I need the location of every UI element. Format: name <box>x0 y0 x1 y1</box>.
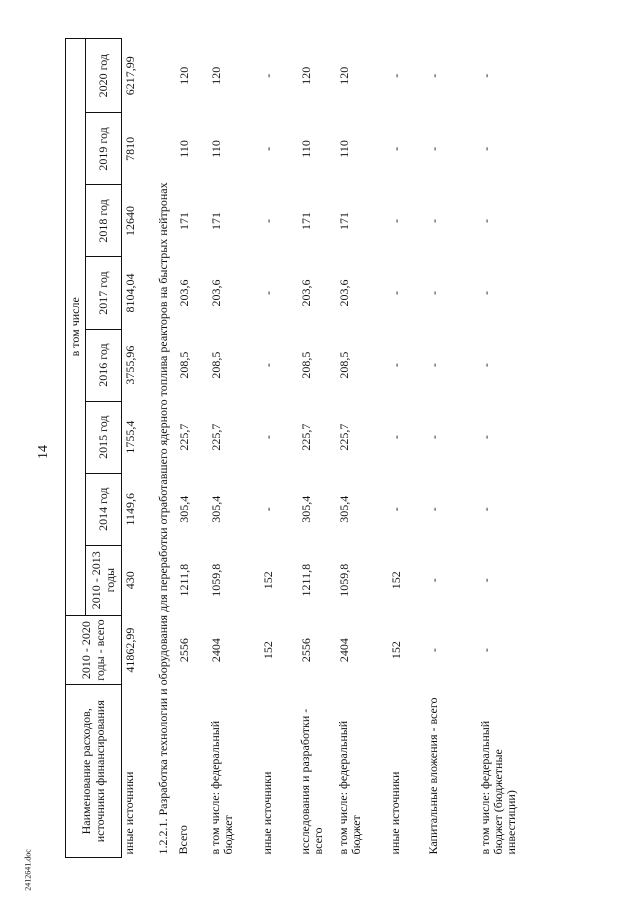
row-label: в том числе: федеральный бюджет <box>335 720 363 855</box>
cell: 225,7 <box>208 423 223 451</box>
table-row <box>426 39 478 858</box>
cell: - <box>478 435 493 440</box>
cell: 1149,6 <box>123 492 137 526</box>
cell: - <box>478 507 493 512</box>
cell: 225,7 <box>298 423 313 451</box>
financing-table <box>65 38 536 858</box>
cell: 171 <box>298 211 313 230</box>
cell: 120 <box>176 66 191 85</box>
cell: 7810 <box>123 136 137 161</box>
cell: 305,4 <box>336 495 351 523</box>
cell: 305,4 <box>208 495 223 523</box>
table-row <box>260 39 298 858</box>
cell: - <box>260 507 275 512</box>
header-total: 2010 - 2020 годы - всего <box>66 615 122 685</box>
cell: 430 <box>123 571 137 590</box>
cell: - <box>260 146 275 151</box>
cell: 225,7 <box>336 423 351 451</box>
cell: - <box>388 435 403 440</box>
cell: 305,4 <box>298 495 313 523</box>
cell: 208,5 <box>336 351 351 379</box>
cell: 2556 <box>176 638 191 663</box>
cell: - <box>388 291 403 296</box>
footer-filename: 2412641.doc <box>23 849 33 891</box>
cell: - <box>478 363 493 368</box>
cell: 208,5 <box>208 351 223 379</box>
table-section-row <box>154 39 176 858</box>
cell: 152 <box>260 641 275 660</box>
cell: - <box>260 291 275 296</box>
cell: 120 <box>298 66 313 85</box>
cell: - <box>388 73 403 78</box>
cell: 1755,4 <box>123 420 137 454</box>
cell: 2404 <box>336 638 351 663</box>
cell: 1211,8 <box>176 563 191 597</box>
cell: 6217,99 <box>123 56 137 96</box>
cell: - <box>426 146 441 151</box>
header-year: 2017 год <box>86 257 122 329</box>
cell: - <box>388 218 403 223</box>
cell: - <box>478 73 493 78</box>
cell: 110 <box>298 140 313 158</box>
cell: 203,6 <box>208 279 223 307</box>
cell: 110 <box>208 140 223 158</box>
section-title: 1.2.2.1. Разработка технологии и оборудования для переработки отработавшего ядерного топлива реакторов на быстрых нейтронах <box>155 182 170 855</box>
cell: - <box>260 73 275 78</box>
cell: 171 <box>208 211 223 230</box>
cell: 203,6 <box>336 279 351 307</box>
row-label: исследования и разработки - всего <box>297 708 325 855</box>
header-year: 2018 год <box>86 185 122 257</box>
cell: 225,7 <box>176 423 191 451</box>
cell: 1059,8 <box>336 563 351 597</box>
header-in-that: в том числе <box>66 39 86 616</box>
cell: 1059,8 <box>208 563 223 597</box>
cell: - <box>478 291 493 296</box>
cell: - <box>260 363 275 368</box>
header-year: 2019 год <box>86 113 122 185</box>
table-body <box>122 39 536 858</box>
cell: - <box>426 218 441 223</box>
table-row <box>336 39 388 858</box>
cell: 152 <box>388 641 403 660</box>
cell: - <box>478 578 493 583</box>
cell: 110 <box>336 140 351 158</box>
rotated-page <box>65 38 565 858</box>
cell: 3755,96 <box>123 345 137 385</box>
cell: - <box>426 648 441 653</box>
cell: - <box>426 435 441 440</box>
cell: - <box>478 218 493 223</box>
cell: - <box>426 363 441 368</box>
cell: 152 <box>260 571 275 590</box>
cell: - <box>426 291 441 296</box>
row-label: иные источники <box>122 771 136 855</box>
header-year: 2015 год <box>86 401 122 473</box>
cell: 208,5 <box>298 351 313 379</box>
table-header <box>66 39 122 858</box>
row-label: иные источники <box>259 771 274 855</box>
cell: 12640 <box>123 205 137 236</box>
cell: - <box>388 146 403 151</box>
table-row <box>298 39 336 858</box>
table-row <box>176 39 208 858</box>
table-row <box>208 39 260 858</box>
cell: 203,6 <box>298 279 313 307</box>
row-label: Всего <box>175 825 190 855</box>
cell: - <box>260 218 275 223</box>
cell: 110 <box>176 140 191 158</box>
table-row <box>478 39 536 858</box>
cell: - <box>388 507 403 512</box>
cell: 203,6 <box>176 279 191 307</box>
header-year: 2020 год <box>86 39 122 113</box>
cell: 171 <box>336 211 351 230</box>
cell: 120 <box>336 66 351 85</box>
header-year: 2016 год <box>86 329 122 401</box>
cell: 8104,04 <box>123 273 137 313</box>
cell: 2404 <box>208 638 223 663</box>
cell: - <box>426 578 441 583</box>
header-year: 2014 год <box>86 473 122 545</box>
table-row <box>122 39 154 858</box>
row-label: в том числе: федеральный бюджет (бюджетные инвестиции) <box>477 720 519 855</box>
header-name: Наименование расходов, источники финансирования <box>66 685 122 858</box>
cell: - <box>426 507 441 512</box>
header-year: 2010 - 2013 годы <box>86 545 122 615</box>
cell: - <box>260 435 275 440</box>
row-label: Капитальные вложения - всего <box>425 697 440 855</box>
cell: - <box>388 363 403 368</box>
cell: 152 <box>388 571 403 590</box>
cell: 120 <box>208 66 223 85</box>
row-label: иные источники <box>387 771 402 855</box>
cell: 1211,8 <box>298 563 313 597</box>
cell: - <box>478 146 493 151</box>
cell: - <box>478 648 493 653</box>
cell: 305,4 <box>176 495 191 523</box>
cell: 41862,99 <box>123 627 137 673</box>
page-number: 14 <box>36 445 51 459</box>
cell: 2556 <box>298 638 313 663</box>
cell: 171 <box>176 211 191 230</box>
cell: 208,5 <box>176 351 191 379</box>
cell: - <box>426 73 441 78</box>
row-label: в том числе: федеральный бюджет <box>207 720 235 855</box>
table-row <box>388 39 426 858</box>
